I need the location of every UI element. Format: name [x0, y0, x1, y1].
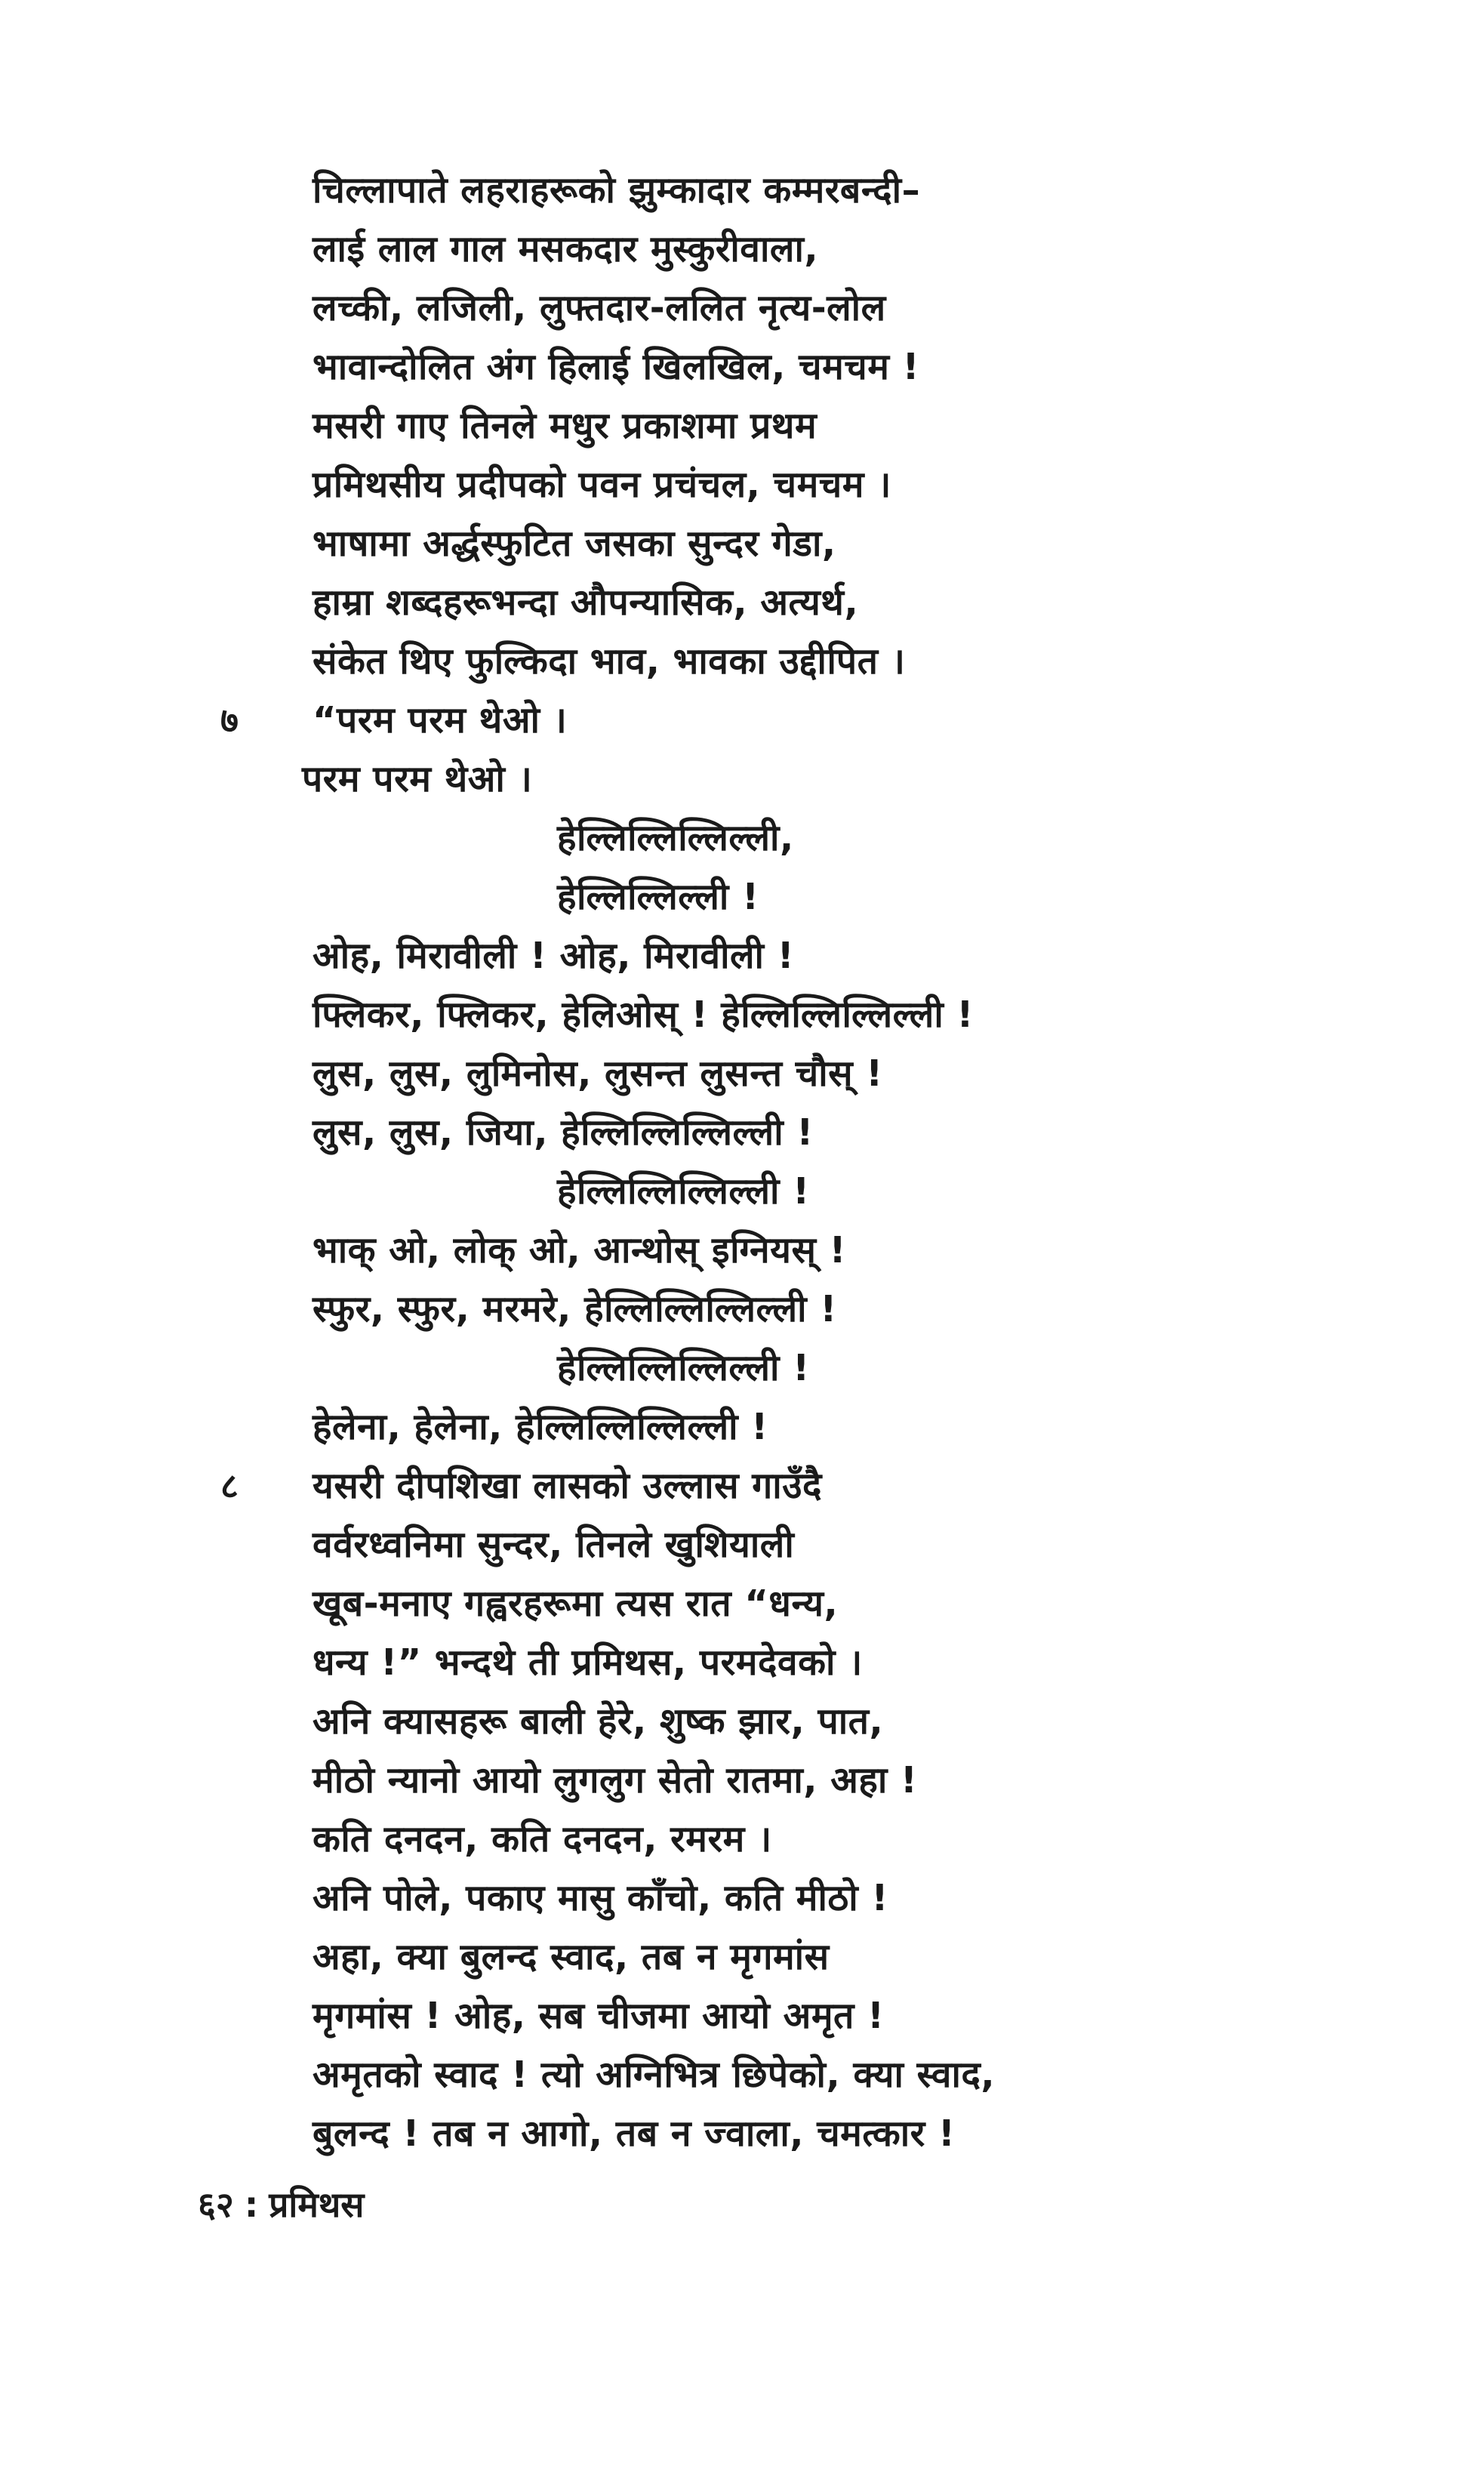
poem-line: मृगमांस ! ओह, सब चीजमा आयो अमृत !	[313, 1995, 885, 2037]
poem-line: हेल्लिल्लिल्लिल्ली !	[557, 1170, 810, 1213]
poem-line: हेल्लिल्लिल्ली !	[557, 876, 759, 918]
poem-line: वर्वरध्वनिमा सुन्दर, तिनले खुशियाली	[313, 1524, 795, 1566]
poem-line: लाई लाल गाल मसकदार मुस्कुरीवाला,	[313, 228, 819, 270]
poem-line: चिल्लापाते लहराहरूको झुम्कादार कम्मरबन्दी–	[313, 169, 921, 211]
poem-line: परम परम थेओ ।	[302, 758, 533, 800]
poem-line: हेलेना, हेलेना, हेल्लिल्लिल्लिल्ली !	[313, 1406, 768, 1448]
poem-line: अहा, क्या बुलन्द स्वाद, तब न मृगमांस	[313, 1936, 830, 1978]
poem-line: अमृतको स्वाद ! त्यो अग्निभित्र छिपेको, क्या स्वाद,	[313, 2054, 996, 2096]
poem-line: “परम परम थेओ ।	[313, 699, 568, 741]
poem-line: खूब-मनाए गह्वरहरूमा त्यस रात “धन्य,	[313, 1582, 839, 1625]
poem-line: लुस, लुस, जिया, हेल्लिल्लिल्लिल्ली !	[313, 1111, 814, 1154]
footer-separator: :	[244, 2184, 259, 2225]
poem-line: यसरी दीपशिखा लासको उल्लास गाउँदै	[313, 1465, 822, 1507]
book-title: प्रमिथस	[269, 2184, 365, 2225]
poem-line: अनि क्यासहरू बाली हेरे, शुष्क झार, पात,	[313, 1700, 884, 1743]
poem-line: बुलन्द ! तब न आगो, तब न ज्वाला, चमत्कार !	[313, 2112, 956, 2155]
poem-line: धन्य !” भन्दथे ती प्रमिथस, परमदेवको ।	[313, 1641, 863, 1684]
verse-number: ८	[220, 1465, 239, 1506]
poem-line: भाषामा अर्द्धस्फुटित जसका सुन्दर गेडा,	[313, 522, 836, 565]
poem-line: लच्की, लजिली, लुफ्तदार-ललित नृत्य-लोल	[313, 287, 886, 329]
poem-line: मीठो न्यानो आयो लुगलुग सेतो रातमा, अहा !	[313, 1759, 918, 1801]
poem-line: हेल्लिल्लिल्लिल्ली,	[557, 817, 794, 859]
poem-line: फ्लिकर, फ्लिकर, हेलिओस् ! हेल्लिल्लिल्लिल्ली !	[313, 994, 974, 1036]
poem-line: प्रमिथसीय प्रदीपको पवन प्रचंचल, चमचम ।	[313, 464, 891, 506]
page-number: ६२	[198, 2184, 234, 2225]
poem-line: स्फुर, स्फुर, मरमरे, हेल्लिल्लिल्लिल्ली !	[313, 1288, 837, 1330]
poem-line: ओह, मिरावीली ! ओह, मिरावीली !	[313, 935, 795, 977]
poem-line: भावान्दोलित अंग हिलाई खिलखिल, चमचम !	[313, 346, 920, 388]
poem-line: हेल्लिल्लिल्लिल्ली !	[557, 1347, 810, 1389]
poem-line: भाक् ओ, लोक् ओ, आन्थोस् इग्नियस् !	[313, 1229, 847, 1271]
poem-line: लुस, लुस, लुमिनोस, लुसन्त लुसन्त चौस् !	[313, 1052, 883, 1095]
verse-number: ७	[220, 700, 239, 741]
poem-line: हाम्रा शब्दहरूभन्दा औपन्यासिक, अत्यर्थ,	[313, 581, 859, 624]
poem-line: मसरी गाए तिनले मधुर प्रकाशमा प्रथम	[313, 405, 817, 447]
poem-line: अनि पोले, पकाए मासु काँचो, कति मीठो !	[313, 1877, 888, 1919]
poem-line: संकेत थिए फुल्किदा भाव, भावका उद्दीपित ।	[313, 640, 906, 683]
page-footer	[198, 2182, 364, 2227]
poem-line: कति दनदन, कति दनदन, रमरम ।	[313, 1818, 772, 1860]
